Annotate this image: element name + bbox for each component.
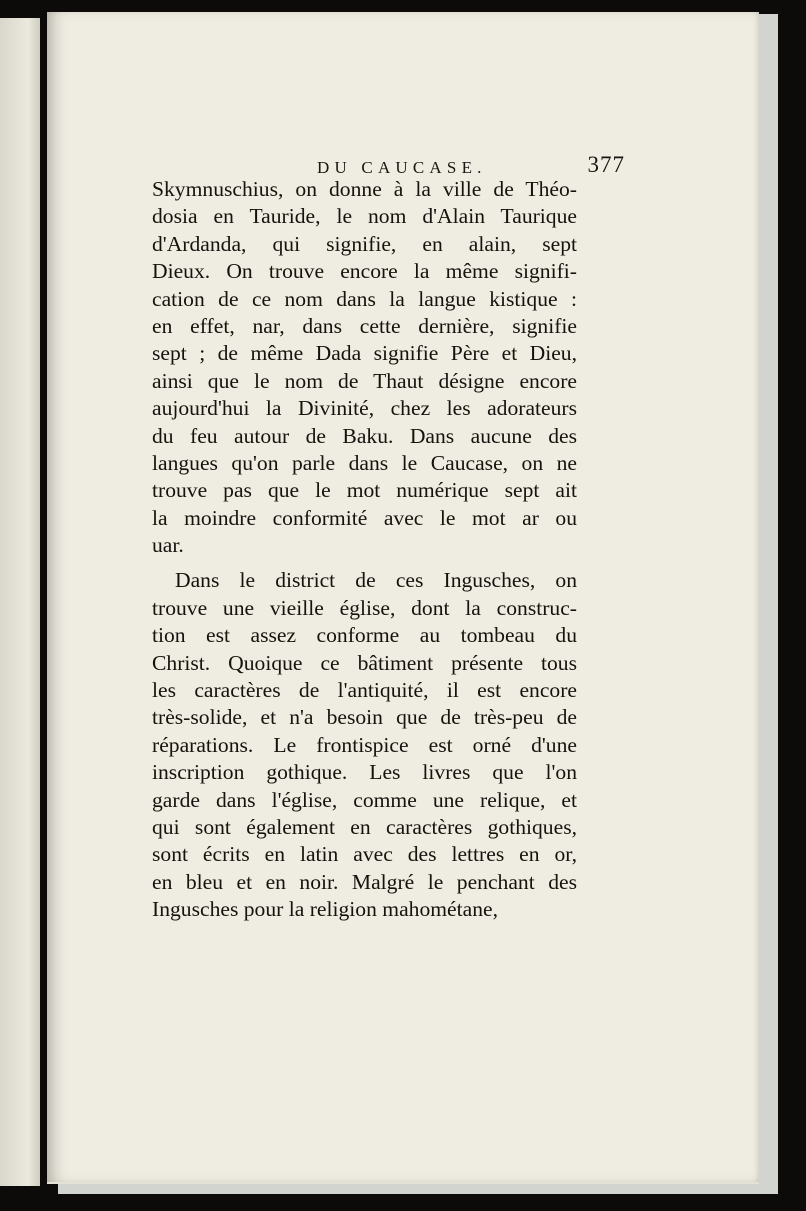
text-line: qui sont également en caractères gothiques, xyxy=(152,814,577,839)
running-head: DU CAUCASE. xyxy=(317,158,487,177)
previous-page-edge xyxy=(0,18,40,1186)
paragraph-1 xyxy=(152,176,577,559)
text-line: en effet, nar, dans cette dernière, signifie xyxy=(152,313,577,338)
text-line: trouve une vieille église, dont la construc- xyxy=(152,595,577,620)
text-line: d'Ardanda, qui signifie, en alain, sept xyxy=(152,231,577,256)
text-line: garde dans l'église, comme une relique, et xyxy=(152,787,577,812)
text-line: Christ. Quoique ce bâtiment présente tous xyxy=(152,650,577,675)
text-line: Skymnuschius, on donne à la ville de Théo- xyxy=(152,177,577,201)
text-line: sept ; de même Dada signifie Père et Dieu, xyxy=(152,341,577,366)
text-line: trouve pas que le mot numérique sept ait xyxy=(152,478,577,503)
text-line: aujourd'hui la Divinité, chez les adorateurs xyxy=(152,396,577,421)
paragraph-2 xyxy=(152,567,577,923)
text-line: du feu autour de Baku. Dans aucune des xyxy=(152,423,577,448)
body-text xyxy=(152,176,577,924)
text-line: en bleu et en noir. Malgré le penchant des xyxy=(152,869,577,894)
text-line: Dieux. On trouve encore la même signifi- xyxy=(152,259,577,284)
text-line: très-solide, et n'a besoin que de très-peu de xyxy=(152,705,577,730)
text-line: cation de ce nom dans la langue kistique : xyxy=(152,286,577,311)
text-line: Ingusches pour la religion mahométane, xyxy=(152,897,498,922)
text-line: dosia en Tauride, le nom d'Alain Taurique xyxy=(152,204,577,229)
text-line: Dans le district de ces Ingusches, on xyxy=(175,568,577,593)
paragraph-gap xyxy=(152,559,577,567)
page-number: 377 xyxy=(587,152,625,177)
text-line: tion est assez conforme au tombeau du xyxy=(152,623,577,648)
text-line: inscription gothique. Les livres que l'on xyxy=(152,760,577,785)
text-line: la moindre conformité avec le mot ar ou xyxy=(152,505,577,530)
text-line: sont écrits en latin avec des lettres en or, xyxy=(152,842,577,867)
text-line: langues qu'on parle dans le Caucase, on ne xyxy=(152,450,577,475)
text-line: ainsi que le nom de Thaut désigne encore xyxy=(152,368,577,393)
text-line: réparations. Le frontispice est orné d'une xyxy=(152,732,577,757)
text-line: les caractères de l'antiquité, il est encore xyxy=(152,678,577,703)
text-line: uar. xyxy=(152,533,184,558)
